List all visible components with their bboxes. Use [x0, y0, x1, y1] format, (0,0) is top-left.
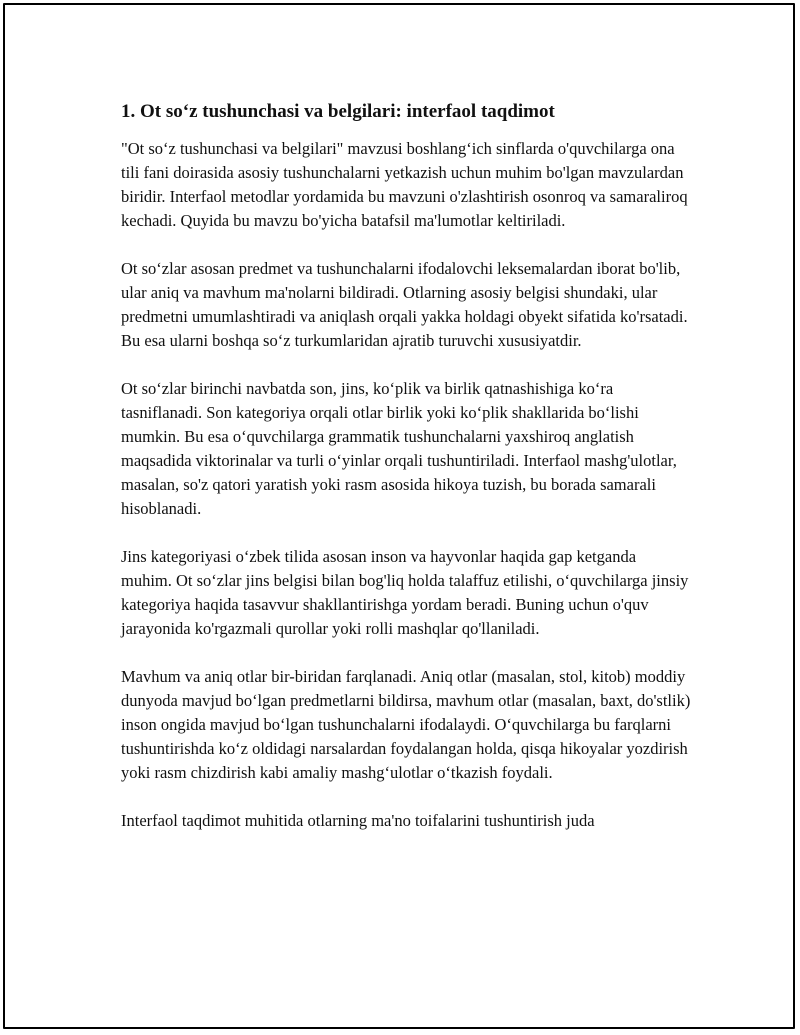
- paragraph-gender-category: Jins kategoriyasi o‘zbek tilida asosan inson va hayvonlar haqida gap ketganda muhim. Ot so‘zlar jins belgisi bilan bog'liq holda talaffuz etilishi, o‘quvchilarga jinsiy kategoriya haqida tasavvur shakllantirishga yordam beradi. Buning uchun o'quv jarayonida ko'rgazmali qurollar yoki rolli mashqlar qo'llaniladi.: [121, 547, 689, 638]
- paragraph-abstract-concrete: Mavhum va aniq otlar bir-biridan farqlanadi. Aniq otlar (masalan, stol, kitob) moddiy dunyoda mavjud bo‘lgan predmetlarni bildirsa, mavhum otlar (masalan, baxt, do'stlik) inson ongida mavjud bo‘lgan tushunchalarni ifodalaydi. O‘quvchilarga bu farqlarni tushuntirishda ko‘z oldidagi narsalardan foydalangan holda, qisqa hikoyalar yozdirish yoki rasm chizdirish kabi amaliy mashg‘ulotlar o‘tkazish foydali.: [121, 667, 691, 782]
- paragraph-number-category: Ot so‘zlar birinchi navbatda son, jins, ko‘plik va birlik qatnashishiga ko‘ra tasniflanadi. Son kategoriya orqali otlar birlik yoki ko‘plik shakllarida bo‘lishi mumkin. Bu esa o‘quvchilarga grammatik tushunchalarni yaxshiroq anglatish maqsadida viktorinalar va turli o‘yinlar orqali tushuntiriladi. Interfaol mashg'ulotlar, masalan, so'z qatori yaratish yoki rasm asosida hikoya tuzish, bu borada samarali hisoblanadi.: [121, 379, 677, 518]
- page-border: [3, 3, 795, 1029]
- paragraph-interactive: Interfaol taqdimot muhitida otlarning ma'no toifalarini tushuntirish juda: [121, 811, 595, 830]
- paragraph-intro: "Ot so‘z tushunchasi va belgilari" mavzusi boshlang‘ich sinflarda o'quvchilarga ona tili fani doirasida asosiy tushunchalarni yetkazish uchun muhim bo'lgan mavzulardan biridir. Interfaol metodlar yordamida bu mavzuni o'zlashtirish osonroq va samaraliroq kechadi. Quyida bu mavzu bo'yicha batafsil ma'lumotlar keltiriladi.: [121, 139, 688, 230]
- section-heading: 1. Ot so‘z tushunchasi va belgilari: interfaol taqdimot: [121, 101, 555, 122]
- paragraph-definition: Ot so‘zlar asosan predmet va tushunchalarni ifodalovchi leksemalardan iborat bo'lib, ular aniq va mavhum ma'nolarni bildiradi. Otlarning asosiy belgisi shundaki, ular predmetni umumlashtiradi va aniqlash orqali yakka holdagi obyekt sifatida ko'rsatadi. Bu esa ularni boshqa so‘z turkumlaridan ajratib turuvchi xususiyatdir.: [121, 259, 688, 350]
- document-body: [121, 100, 691, 857]
